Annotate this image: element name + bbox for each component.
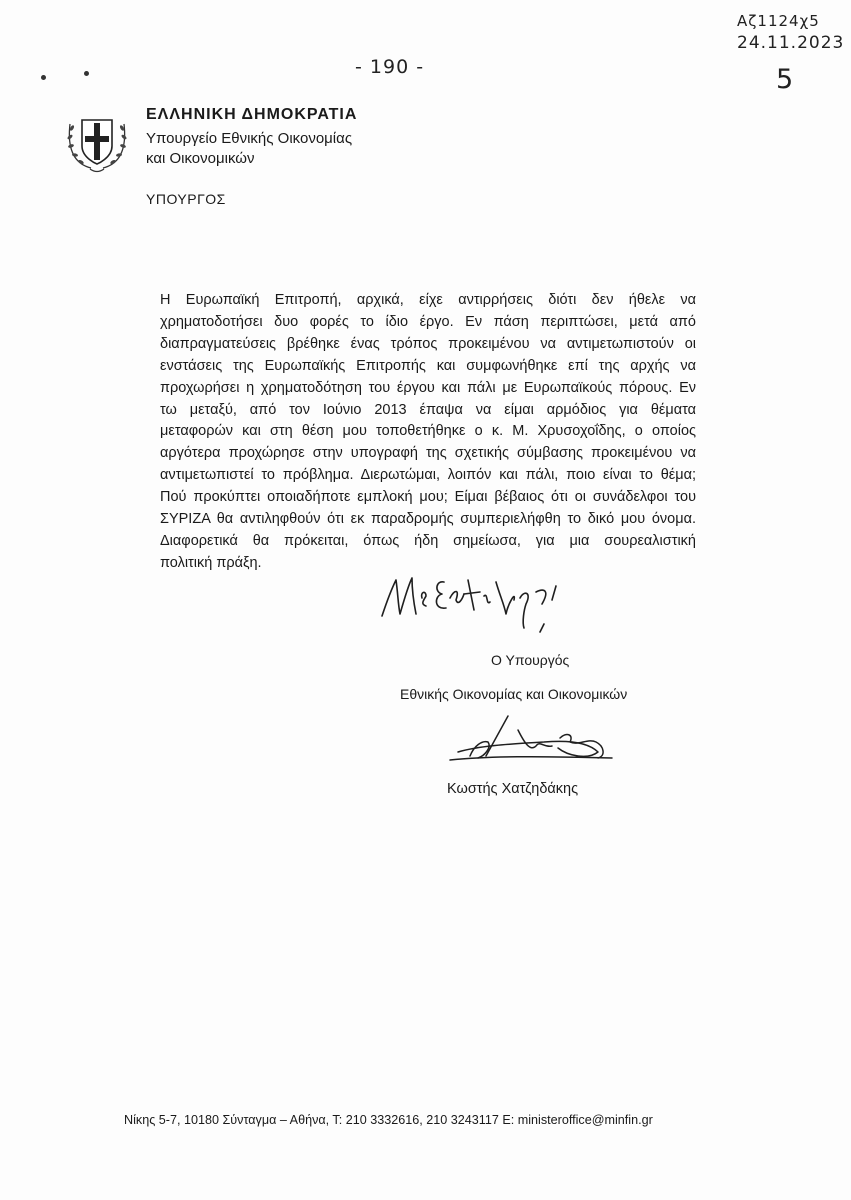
body-line: αργότερα προχώρησε στην υπογραφή της σχετικής σύμβασης προκειμένου να [160, 445, 696, 462]
body-line: προχωρήσει η χρηματοδότηση του έργου και πάλι με Ευρωπαϊκούς πόρους. Εν [160, 379, 696, 396]
handwritten-page-mark: - 190 - [355, 56, 425, 78]
punch-mark [84, 71, 89, 76]
letterhead-ministry-line1: Υπουργείο Εθνικής Οικονομίας [146, 130, 353, 147]
letter-body [160, 290, 696, 575]
signatory-name: Κωστής Χατζηδάκης [447, 781, 579, 797]
handwritten-reference-date: 24.11.2023 [737, 33, 845, 53]
greek-coat-of-arms-icon [61, 106, 133, 182]
handwritten-page-number: 5 [776, 64, 794, 95]
body-line: διαπραγματεύσεις βρέθηκε ένας τρόπος προκειμένου να αντιμετωπιστούν οι [160, 335, 696, 352]
handwritten-reference-code: Αζ1124χ5 [737, 12, 820, 30]
closing-ministry: Εθνικής Οικονομίας και Οικονομικών [400, 686, 628, 702]
punch-mark [41, 75, 46, 80]
letterhead-ministry-line2: και Οικονομικών [146, 150, 255, 167]
handwritten-greeting [376, 570, 576, 640]
body-line: Η Ευρωπαϊκή Επιτροπή, αρχικά, είχε αντιρρήσεις διότι δεν ήθελε να [160, 292, 696, 308]
letterhead-republic: ΕΛΛΗΝΙΚΗ ΔΗΜΟΚΡΑΤΙΑ [146, 106, 358, 123]
body-line: τω μεταξύ, από τον Ιούνιο 2013 έπαψα να είμαι αρμόδιος για θέματα [160, 401, 696, 418]
body-line: Πού προκύπτει οποιαδήποτε εμπλοκή μου; Είμαι βέβαιος ότι οι συνάδελφοι του [160, 489, 696, 506]
body-line: χρηματοδοτήσει δυο φορές το ίδιο έργο. Εν πάση περιπτώσει, μετά από [160, 313, 696, 330]
letterhead-minister-label: ΥΠΟΥΡΓΟΣ [146, 191, 226, 207]
handwritten-signature [448, 712, 623, 772]
closing-title: Ο Υπουργός [491, 652, 570, 668]
body-line: πολιτική πράξη. [160, 554, 262, 571]
body-line: ΣΥΡΙΖΑ θα αντιληφθούν ότι εκ παραδρομής συμπεριελήφθη το δικό μου όνομα. [160, 511, 696, 528]
body-line: Διαφορετικά θα πρόκειται, όπως ήδη σημείωσα, για μια σουρεαλιστική [160, 532, 696, 549]
body-line: μεταφορών και στη θέση μου τοποθετήθηκε ο κ. Μ. Χρυσοχοΐδης, ο οποίος [160, 423, 696, 440]
body-line: αντιμετωπιστεί το πρόβλημα. Διερωτώμαι, λοιπόν και πάλι, ποιο είναι το θέμα; [160, 467, 696, 484]
footer-contact: Νίκης 5-7, 10180 Σύνταγμα – Αθήνα, Τ: 210 3332616, 210 3243117 Ε: ministeroffice@minfin.gr [124, 1113, 653, 1127]
body-line: ενστάσεις της Ευρωπαϊκής Επιτροπής και συμφωνήθηκε επί της αρχής να [160, 357, 696, 374]
